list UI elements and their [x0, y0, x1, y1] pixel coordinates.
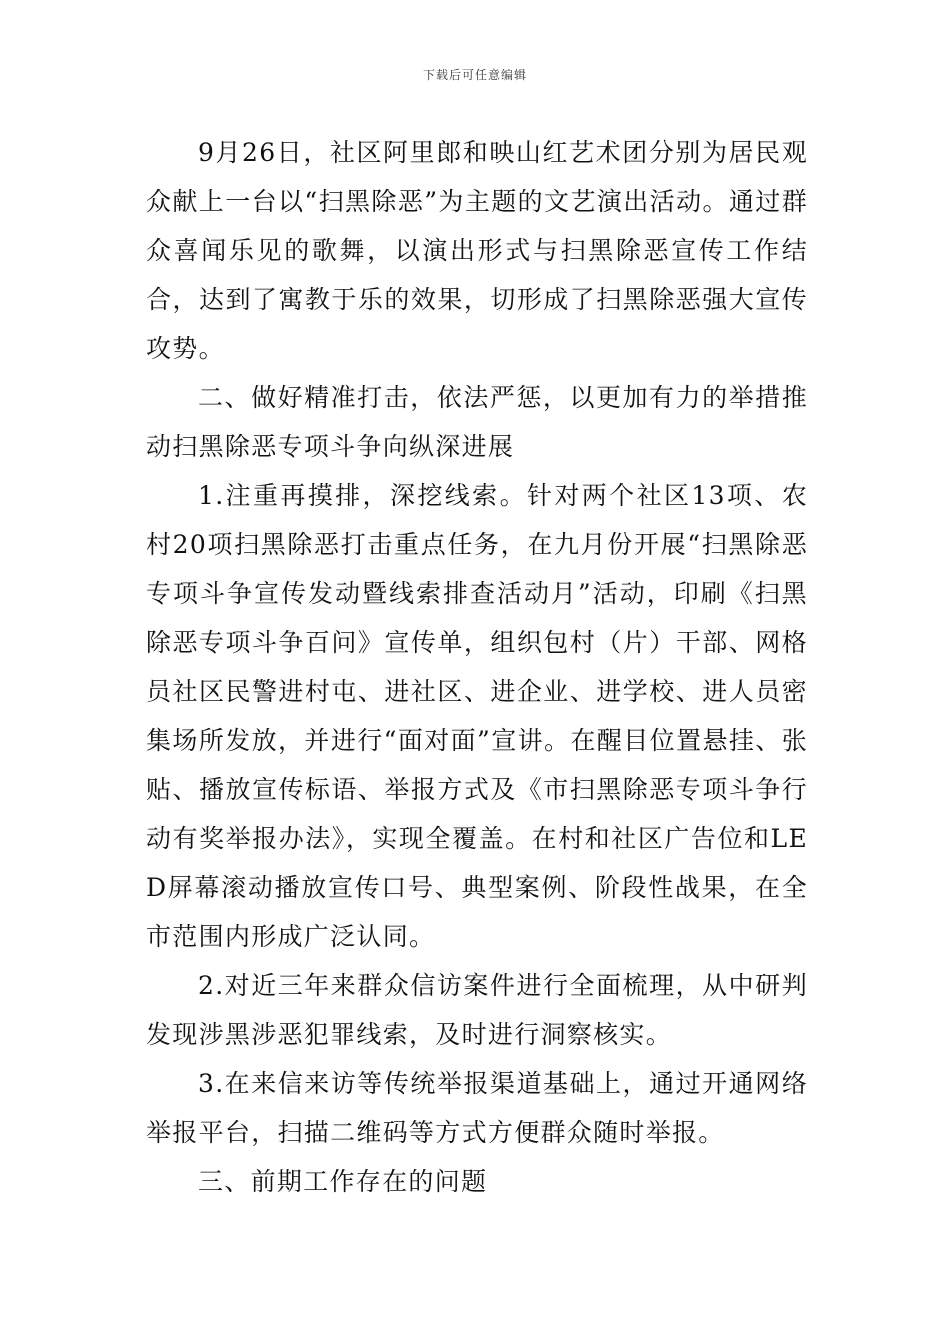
section-heading-three: 三、前期工作存在的问题	[198, 1167, 488, 1196]
document-body	[146, 128, 808, 1206]
page-header-note: 下载后可任意编辑	[422, 68, 527, 82]
paragraph-art-performance: 9月26日，社区阿里郎和映山红艺术团分别为居民观众献上一台以“扫黑除恶”为主题的文艺演出活动。通过群众喜闻乐见的歌舞，以演出形式与扫黑除恶宣传工作结合，达到了寓教于乐的效果，切形成了扫黑除恶强大宣传攻势。	[146, 138, 808, 363]
paragraph-item-3: 3.在来信来访等传统举报渠道基础上，通过开通网络举报平台，扫描二维码等方式方便群众随时举报。	[146, 1069, 808, 1147]
section-heading-two: 二、做好精准打击，依法严惩，以更加有力的举措推动扫黑除恶专项斗争向纵深进展	[146, 383, 808, 461]
paragraph-item-2: 2.对近三年来群众信访案件进行全面梳理，从中研判发现涉黑涉恶犯罪线索，及时进行洞察核实。	[146, 971, 808, 1049]
paragraph-item-1: 1.注重再摸排，深挖线索。针对两个社区13项、农村20项扫黑除恶打击重点任务，在九月份开展“扫黑除恶专项斗争宣传发动暨线索排查活动月”活动，印刷《扫黑除恶专项斗争百问》宣传单，组织包村（片）干部、网格员社区民警进村屯、进社区、进企业、进学校、进人员密集场所发放，并进行“面对面”宣讲。在醒目位置悬挂、张贴、播放宣传标语、举报方式及《市扫黑除恶专项斗争行动有奖举报办法》，实现全覆盖。在村和社区广告位和LED屏幕滚动播放宣传口号、典型案例、阶段性战果，在全市范围内形成广泛认同。	[146, 481, 808, 951]
